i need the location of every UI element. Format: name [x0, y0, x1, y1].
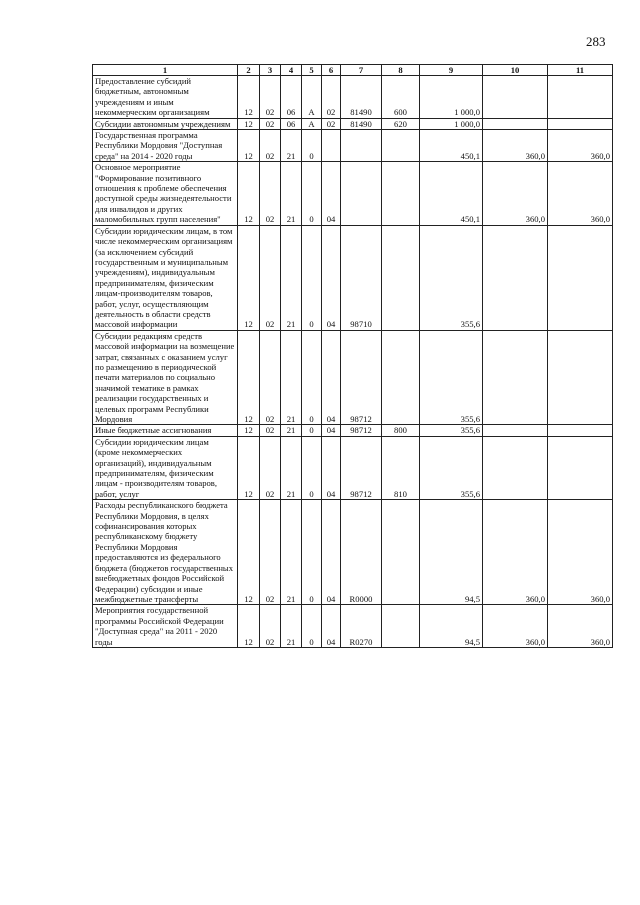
cell-c8 — [382, 130, 420, 162]
cell-c5: А — [302, 118, 322, 129]
col-header-6: 6 — [322, 65, 341, 76]
cell-c6: 04 — [322, 225, 341, 330]
cell-c7: 81490 — [341, 118, 382, 129]
cell-c4: 21 — [281, 500, 302, 605]
cell-c6: 04 — [322, 425, 341, 436]
cell-c3: 02 — [260, 425, 281, 436]
cell-c9: 1 000,0 — [420, 118, 483, 129]
cell-c9: 355,6 — [420, 330, 483, 425]
row-name: Мероприятия государственной программы Российской Федерации "Доступная среда" на 2011 - 2020 годы — [93, 605, 238, 648]
cell-c6: 02 — [322, 76, 341, 119]
cell-c6: 04 — [322, 500, 341, 605]
col-header-3: 3 — [260, 65, 281, 76]
row-name: Предоставление субсидий бюджетным, автономным учреждениям и иным некоммерческим организациям — [93, 76, 238, 119]
cell-c4: 21 — [281, 330, 302, 425]
cell-c11 — [548, 76, 613, 119]
col-header-8: 8 — [382, 65, 420, 76]
table-row — [93, 605, 613, 648]
cell-c6: 04 — [322, 162, 341, 225]
cell-c5: 0 — [302, 605, 322, 648]
cell-c9: 355,6 — [420, 425, 483, 436]
col-header-1: 1 — [93, 65, 238, 76]
cell-c11 — [548, 425, 613, 436]
cell-c5: 0 — [302, 162, 322, 225]
cell-c2: 12 — [238, 118, 260, 129]
page-number: 283 — [586, 34, 606, 49]
row-name: Субсидии редакциям средств массовой информации на возмещение затрат, связанных с оказанием услуг по размещению в периодической печати материалов по социально значимой тематике в рамках реализации государственных и целевых программ Республики Мордовия — [93, 330, 238, 425]
cell-c8: 600 — [382, 76, 420, 119]
cell-c9: 355,6 — [420, 436, 483, 499]
cell-c7: R0270 — [341, 605, 382, 648]
table-row — [93, 330, 613, 425]
cell-c9: 94,5 — [420, 500, 483, 605]
cell-c11 — [548, 330, 613, 425]
cell-c5: А — [302, 76, 322, 119]
cell-c8: 620 — [382, 118, 420, 129]
cell-c3: 02 — [260, 225, 281, 330]
cell-c9: 1 000,0 — [420, 76, 483, 119]
cell-c4: 21 — [281, 130, 302, 162]
cell-c11 — [548, 118, 613, 129]
cell-c10 — [483, 425, 548, 436]
cell-c10: 360,0 — [483, 162, 548, 225]
cell-c11: 360,0 — [548, 130, 613, 162]
table-row — [93, 76, 613, 119]
cell-c2: 12 — [238, 425, 260, 436]
cell-c10: 360,0 — [483, 605, 548, 648]
cell-c5: 0 — [302, 425, 322, 436]
cell-c9: 450,1 — [420, 130, 483, 162]
cell-c11 — [548, 436, 613, 499]
cell-c8 — [382, 162, 420, 225]
cell-c2: 12 — [238, 605, 260, 648]
cell-c6 — [322, 130, 341, 162]
cell-c3: 02 — [260, 436, 281, 499]
cell-c8 — [382, 225, 420, 330]
cell-c4: 21 — [281, 425, 302, 436]
cell-c4: 21 — [281, 605, 302, 648]
cell-c10 — [483, 436, 548, 499]
cell-c3: 02 — [260, 130, 281, 162]
cell-c3: 02 — [260, 162, 281, 225]
row-name: Расходы республиканского бюджета Республики Мордовия, в целях софинансирования которых республиканскому бюджету Республики Мордовия предоставляются из федерального бюджета (бюджетов государственных внебюджетных фондов Российской Федерации) субсидии и иные межбюджетные трансферты — [93, 500, 238, 605]
cell-c6: 04 — [322, 330, 341, 425]
cell-c7: 98712 — [341, 425, 382, 436]
cell-c5: 0 — [302, 225, 322, 330]
col-header-9: 9 — [420, 65, 483, 76]
col-header-4: 4 — [281, 65, 302, 76]
cell-c7: 98712 — [341, 436, 382, 499]
cell-c4: 21 — [281, 436, 302, 499]
col-header-7: 7 — [341, 65, 382, 76]
row-name: Субсидии юридическим лицам, в том числе некоммерческим организациям (за исключением субсидий государственным и муниципальным учреждениям), индивидуальным предпринимателям, физическим лицам-производителям товаров, работ, услуг, осуществляющим деятельность в области средств массовой информации — [93, 225, 238, 330]
cell-c2: 12 — [238, 130, 260, 162]
cell-c8: 800 — [382, 425, 420, 436]
cell-c10 — [483, 225, 548, 330]
cell-c8 — [382, 330, 420, 425]
col-header-5: 5 — [302, 65, 322, 76]
col-header-11: 11 — [548, 65, 613, 76]
cell-c8 — [382, 605, 420, 648]
cell-c11 — [548, 225, 613, 330]
cell-c3: 02 — [260, 605, 281, 648]
row-name: Государственная программа Республики Мордовия "Доступная среда" на 2014 - 2020 годы — [93, 130, 238, 162]
row-name: Субсидии юридическим лицам (кроме некоммерческих организаций), индивидуальным предпринимателям, физическим лицам - производителям товаров, работ, услуг — [93, 436, 238, 499]
cell-c2: 12 — [238, 225, 260, 330]
header-row — [93, 65, 613, 76]
cell-c4: 21 — [281, 162, 302, 225]
cell-c9: 355,6 — [420, 225, 483, 330]
cell-c8 — [382, 500, 420, 605]
table-row — [93, 500, 613, 605]
cell-c3: 02 — [260, 330, 281, 425]
cell-c5: 0 — [302, 330, 322, 425]
cell-c6: 04 — [322, 605, 341, 648]
table-row — [93, 436, 613, 499]
cell-c10 — [483, 330, 548, 425]
cell-c8: 810 — [382, 436, 420, 499]
col-header-10: 10 — [483, 65, 548, 76]
cell-c7 — [341, 162, 382, 225]
cell-c10: 360,0 — [483, 500, 548, 605]
cell-c5: 0 — [302, 436, 322, 499]
cell-c4: 06 — [281, 76, 302, 119]
cell-c2: 12 — [238, 162, 260, 225]
cell-c11: 360,0 — [548, 500, 613, 605]
cell-c9: 450,1 — [420, 162, 483, 225]
cell-c2: 12 — [238, 436, 260, 499]
cell-c7: 98712 — [341, 330, 382, 425]
cell-c10: 360,0 — [483, 130, 548, 162]
cell-c11: 360,0 — [548, 162, 613, 225]
cell-c4: 21 — [281, 225, 302, 330]
table-row — [93, 162, 613, 225]
row-name: Иные бюджетные ассигнования — [93, 425, 238, 436]
table-row — [93, 425, 613, 436]
cell-c7: 81490 — [341, 76, 382, 119]
table-row — [93, 225, 613, 330]
table-row — [93, 130, 613, 162]
budget-table — [92, 64, 613, 648]
cell-c7: 98710 — [341, 225, 382, 330]
cell-c5: 0 — [302, 130, 322, 162]
cell-c7: R0000 — [341, 500, 382, 605]
cell-c6: 04 — [322, 436, 341, 499]
cell-c10 — [483, 76, 548, 119]
cell-c6: 02 — [322, 118, 341, 129]
cell-c2: 12 — [238, 500, 260, 605]
col-header-2: 2 — [238, 65, 260, 76]
cell-c3: 02 — [260, 500, 281, 605]
cell-c3: 02 — [260, 118, 281, 129]
cell-c3: 02 — [260, 76, 281, 119]
row-name: Основное мероприятие "Формирование позитивного отношения к проблеме обеспечения доступной среды жизнедеятельности для инвалидов и других маломобильных групп населения" — [93, 162, 238, 225]
row-name: Субсидии автономным учреждениям — [93, 118, 238, 129]
table-row — [93, 118, 613, 129]
cell-c7 — [341, 130, 382, 162]
cell-c2: 12 — [238, 330, 260, 425]
cell-c5: 0 — [302, 500, 322, 605]
cell-c11: 360,0 — [548, 605, 613, 648]
cell-c9: 94,5 — [420, 605, 483, 648]
cell-c2: 12 — [238, 76, 260, 119]
cell-c4: 06 — [281, 118, 302, 129]
cell-c10 — [483, 118, 548, 129]
